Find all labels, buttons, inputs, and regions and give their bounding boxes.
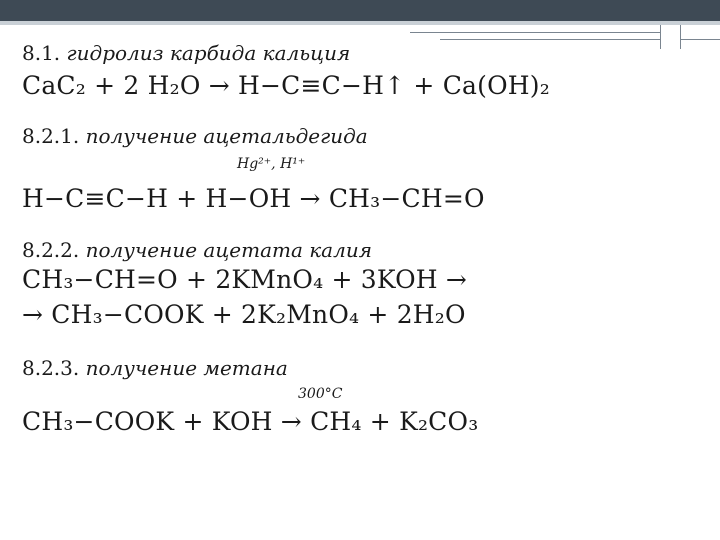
decorative-lines	[410, 25, 720, 49]
equation-methane: CH₃−COOK + KOH → CH₄ + K₂CO₃	[22, 407, 479, 436]
section-title: гидролиз карбида кальция	[66, 41, 351, 65]
section-8-2-3-heading	[22, 356, 288, 380]
section-8-1-heading	[22, 41, 350, 65]
section-number: 8.2.2.	[22, 238, 80, 262]
section-title: получение ацетальдегида	[85, 124, 368, 148]
equation-potassium-acetate-line2: → CH₃−COOK + 2K₂MnO₄ + 2H₂O	[22, 300, 466, 329]
section-8-2-2-heading	[22, 238, 372, 262]
slide-header-bar	[0, 0, 720, 22]
reaction-condition-temperature: 300°C	[298, 386, 343, 402]
section-number: 8.2.3.	[22, 356, 80, 380]
header-dark-band	[0, 0, 720, 21]
section-8-2-1-heading	[22, 124, 368, 148]
reaction-condition-catalyst: Hg²⁺, H¹⁺	[237, 156, 306, 172]
section-number: 8.2.1.	[22, 124, 80, 148]
section-title: получение метана	[85, 356, 288, 380]
equation-potassium-acetate-line1: CH₃−CH=O + 2KMnO₄ + 3KOH →	[22, 265, 468, 294]
section-number: 8.1.	[22, 41, 61, 65]
equation-acetaldehyde: H−C≡C−H + H−OH → CH₃−CH=O	[22, 184, 485, 213]
section-title: получение ацетата калия	[85, 238, 372, 262]
equation-calcium-carbide-hydrolysis: CaC₂ + 2 H₂O → H−C≡C−H↑ + Ca(OH)₂	[22, 71, 550, 100]
